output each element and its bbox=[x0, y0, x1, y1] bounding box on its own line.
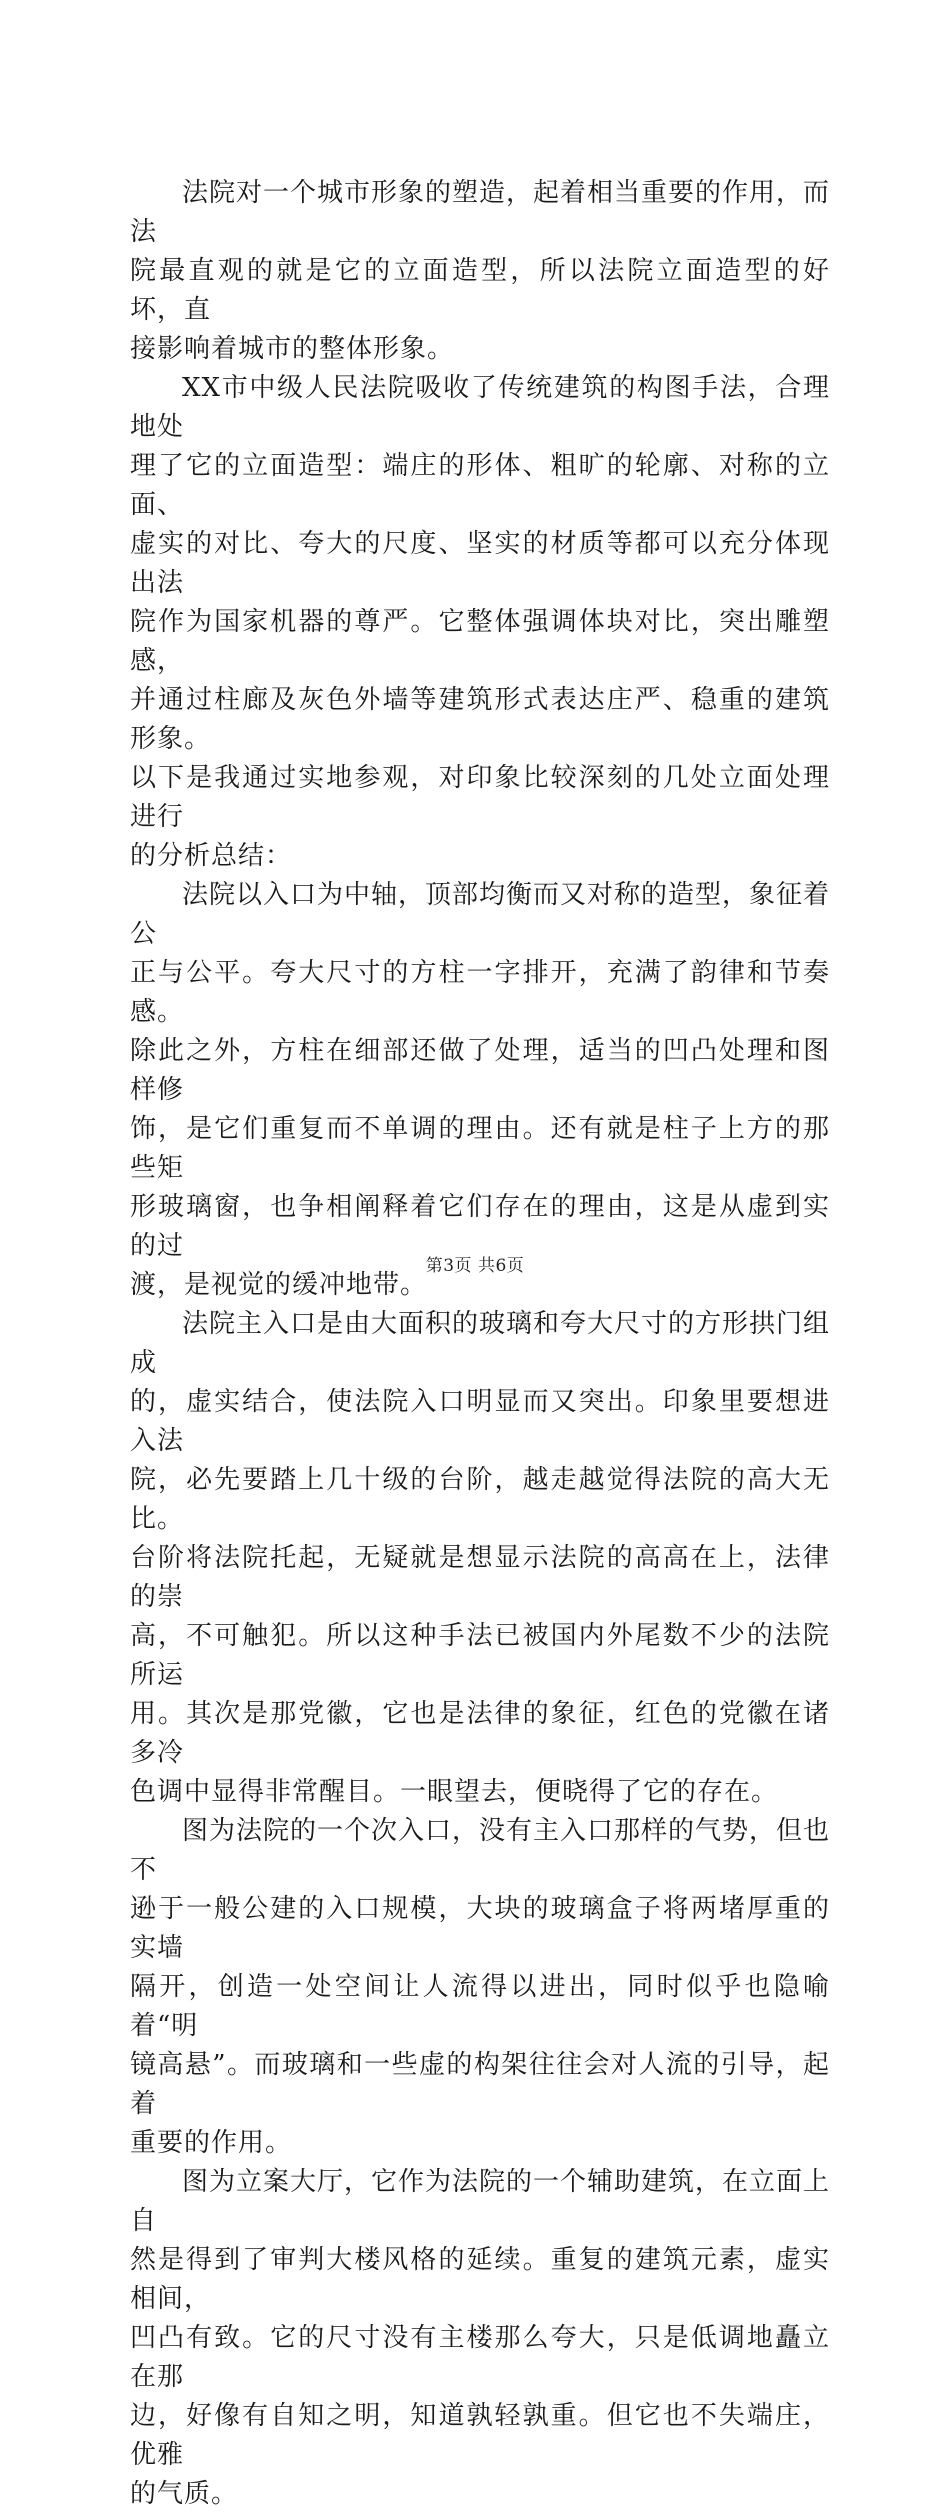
paragraph: XX市中级人民法院吸收了传统建筑的构图手法，合理地处 理了它的立面造型：端庄的形体、粗旷的轮廓、对称的立面、 虚实的对比、夸大的尺度、坚实的材质等都可以充分体现出法 院作为国家机器的尊严。它整体强调体块对比，突出雕塑感， 并通过柱廊及灰色外墙等建筑形式表达庄严、稳重的建筑形象。 以下是我通过实地参观，对印象比较深刻的几处立面处理进行 的分析总结： bbox=[130, 373, 830, 871]
paragraph: 图为法院的一个次入口，没有主入口那样的气势，但也不 逊于一般公建的入口规模，大块的玻璃盒子将两堵厚重的实墙 隔开，创造一处空间让人流得以进出，同时似乎也隐喻着“明 镜高悬”。而玻璃和一些虚的构架往往会对人流的引导，起着 重要的作用。 bbox=[130, 1816, 831, 2158]
paragraph: 法院对一个城市形象的塑造，起着相当重要的作用，而法 院最直观的就是它的立面造型，所以法院立面造型的好坏，直 接影响着城市的整体形象。 bbox=[130, 178, 831, 364]
paragraph: 法院主入口是由大面积的玻璃和夸大尺寸的方形拱门组成 的，虚实结合，使法院入口明显而又突出。印象里要想进入法 院，必先要踏上几十级的台阶，越走越觉得法院的高大无比。 台阶将法院托起，无疑就是想显示法院的高高在上，法律的崇 高，不可触犯。所以这种手法已被国内外尾数不少的法院所运 用。其次是那党徽，它也是法律的象征，红色的党徽在诸多冷 色调中显得非常醒目。一眼望去，便晓得了它的存在。 bbox=[130, 1309, 831, 1807]
paragraph: 图为立案大厅，它作为法院的一个辅助建筑，在立面上自 然是得到了审判大楼风格的延续。重复的建筑元素，虚实相间， 凹凸有致。它的尺寸没有主楼那么夸大，只是低调地矗立在那 边，好像有自知之明，知道孰轻孰重。但它也不失端庄，优雅 的气质。 bbox=[130, 2167, 831, 2509]
page-number-footer: 第3页 共6页 bbox=[425, 1256, 525, 1276]
document-body bbox=[130, 174, 830, 2514]
paragraph: 法院以入口为中轴，顶部均衡而又对称的造型，象征着公 正与公平。夸大尺寸的方柱一字排开，充满了韵律和节奏感。 除此之外，方柱在细部还做了处理，适当的凹凸处理和图样修 饰，是它们重复而不单调的理由。还有就是柱子上方的那些矩 形玻璃窗，也争相阐释着它们存在的理由，这是从虚到实的过 渡，是视觉的缓冲地带。 bbox=[130, 880, 831, 1300]
